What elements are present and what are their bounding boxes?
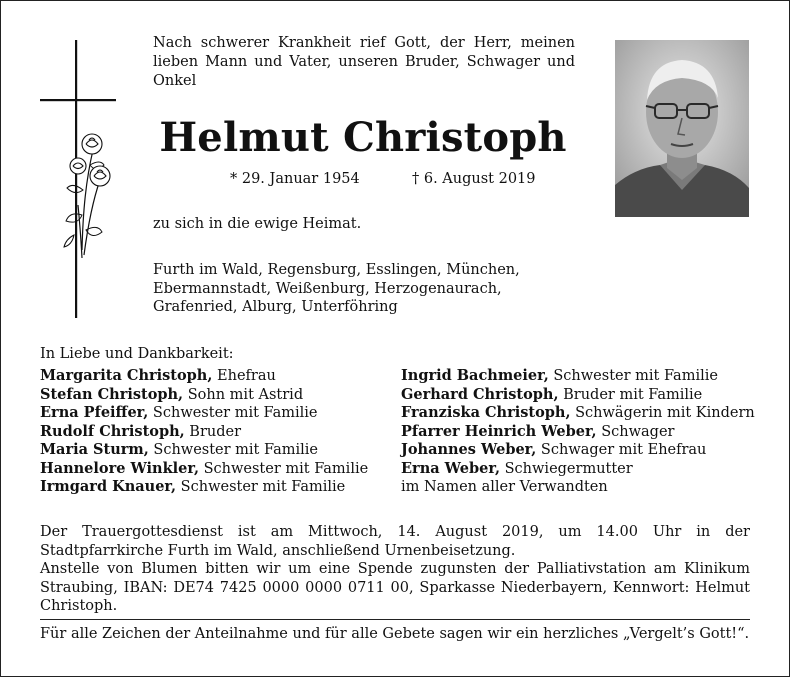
closing-text: Für alle Zeichen der Anteilnahme und für alle Gebete sagen wir ein herzliches „Vergelt’s Gott!“. bbox=[40, 626, 750, 642]
mourner-name: Rudolf Christoph, bbox=[40, 422, 185, 440]
mourner-entry bbox=[401, 386, 771, 405]
mourners-left-column bbox=[40, 367, 380, 497]
mourner-name: Margarita Christoph, bbox=[40, 367, 213, 384]
mourner-relation: Bruder bbox=[184, 423, 242, 440]
portrait-photo bbox=[615, 40, 749, 217]
places-list bbox=[153, 261, 553, 317]
mourner-entry bbox=[401, 367, 771, 386]
deceased-name: Helmut Christoph bbox=[159, 114, 567, 161]
places-line: Grafenried, Alburg, Unterföhring bbox=[153, 299, 398, 315]
mourner-name: Hannelore Winkler, bbox=[40, 459, 199, 477]
mourner-name: Stefan Christoph, bbox=[40, 385, 184, 403]
mourner-relation: Schwester mit Familie bbox=[176, 479, 346, 495]
mourner-entry bbox=[401, 404, 771, 423]
funeral-notice bbox=[40, 523, 750, 616]
birth-date: * 29. Januar 1954 bbox=[230, 171, 360, 187]
mourner-entry bbox=[401, 441, 771, 460]
mourner-relation: im Namen aller Verwandten bbox=[401, 479, 608, 495]
mourner-entry bbox=[401, 423, 771, 442]
mourner-name: Erna Pfeiffer, bbox=[40, 404, 149, 421]
places-line: Furth im Wald, Regensburg, Esslingen, München, bbox=[153, 262, 520, 278]
mourner-name: Maria Sturm, bbox=[40, 441, 149, 458]
mourner-name: Ingrid Bachmeier, bbox=[401, 367, 549, 384]
donation-text: Anstelle von Blumen bitten wir um eine Spende zugunsten der Palliativstation am Klinikum Straubing, IBAN: DE74 7425 0000 0000 0711 00, Sparkasse Niederbayern, Kennwort: Helmut Christoph. bbox=[40, 561, 750, 614]
places-line: Ebermannstadt, Weißenburg, Herzogenaurach, bbox=[153, 280, 502, 297]
mourner-relation: Bruder mit Familie bbox=[558, 386, 703, 403]
mourner-relation: Schwager bbox=[596, 423, 675, 440]
mourner-entry bbox=[40, 404, 380, 423]
mourner-relation: Schwester mit Familie bbox=[148, 442, 318, 458]
mourner-entry bbox=[40, 367, 380, 386]
mourner-entry bbox=[40, 460, 380, 479]
mourners-right-column bbox=[401, 367, 771, 497]
mourner-relation: Ehefrau bbox=[212, 368, 276, 384]
mourner-entry bbox=[401, 460, 771, 479]
mourner-name: Franziska Christoph, bbox=[401, 404, 571, 421]
death-date: † 6. August 2019 bbox=[412, 171, 536, 187]
mourner-relation: Schwester mit Familie bbox=[548, 368, 718, 384]
mourner-name: Johannes Weber, bbox=[401, 441, 537, 458]
mourner-name: Gerhard Christoph, bbox=[401, 385, 559, 403]
mourner-relation: Schwägerin mit Kindern bbox=[570, 405, 755, 421]
intro-text: Nach schwerer Krankheit rief Gott, der Herr, meinen lieben Mann und Vater, unseren Bruder, Schwager und Onkel bbox=[153, 35, 575, 89]
cross-with-roses-icon bbox=[38, 40, 138, 320]
heimat-text: zu sich in die ewige Heimat. bbox=[153, 216, 362, 232]
mourner-relation: Schwager mit Ehefrau bbox=[536, 442, 707, 458]
mourner-name: Irmgard Knauer, bbox=[40, 478, 177, 495]
mourner-name: Pfarrer Heinrich Weber, bbox=[401, 422, 597, 440]
divider bbox=[40, 619, 750, 620]
mourner-relation: Sohn mit Astrid bbox=[183, 386, 304, 403]
mourner-relation: Schwester mit Familie bbox=[199, 460, 369, 477]
mourner-name: Erna Weber, bbox=[401, 459, 501, 477]
thanks-label: In Liebe und Dankbarkeit: bbox=[40, 346, 234, 362]
mourner-relation: Schwiegermutter bbox=[500, 460, 633, 477]
mourner-entry bbox=[40, 423, 380, 442]
mourner-entry bbox=[40, 441, 380, 460]
mourner-entry bbox=[40, 386, 380, 405]
funeral-text: Der Trauergottesdienst ist am Mittwoch, 14. August 2019, um 14.00 Uhr in der Stadtpfarrkirche Furth im Wald, anschließend Urnenbeisetzung. bbox=[40, 524, 750, 559]
mourner-entry bbox=[401, 478, 771, 497]
mourner-relation: Schwester mit Familie bbox=[148, 405, 318, 421]
mourner-entry bbox=[40, 478, 380, 497]
